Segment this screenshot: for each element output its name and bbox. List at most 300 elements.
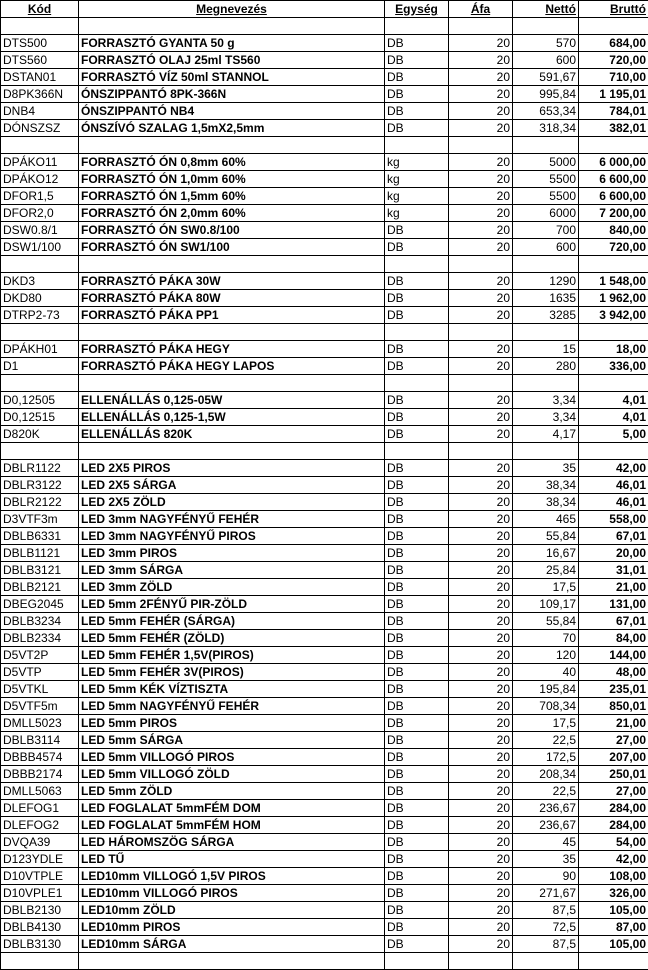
cell-unit: DB xyxy=(385,681,449,698)
cell-name: LED 3mm SÁRGA xyxy=(79,562,385,579)
blank-row xyxy=(1,324,648,341)
header-net: Nettó xyxy=(513,1,579,18)
cell-code: DBLR1122 xyxy=(1,460,79,477)
cell-gross: 42,00 xyxy=(579,460,648,477)
cell-net: 22,5 xyxy=(513,783,579,800)
cell-gross: 84,00 xyxy=(579,630,648,647)
cell-name: ÓNSZÍVÓ SZALAG 1,5mX2,5mm xyxy=(79,120,385,137)
table-row xyxy=(1,154,648,171)
cell-gross: 382,01 xyxy=(579,120,648,137)
cell-net: 17,5 xyxy=(513,579,579,596)
cell-name: LED10mm SÁRGA xyxy=(79,936,385,953)
table-row xyxy=(1,817,648,834)
cell-code: DBEG2045 xyxy=(1,596,79,613)
table-row xyxy=(1,511,648,528)
cell-name: LED10mm ZÖLD xyxy=(79,902,385,919)
empty-cell xyxy=(79,443,385,460)
cell-net: 318,34 xyxy=(513,120,579,137)
empty-cell xyxy=(513,18,579,35)
empty-cell xyxy=(449,375,513,392)
cell-code: DBLR3122 xyxy=(1,477,79,494)
cell-gross: 207,00 xyxy=(579,749,648,766)
empty-cell xyxy=(385,137,449,154)
cell-code: DBLB2130 xyxy=(1,902,79,919)
cell-vat: 20 xyxy=(449,936,513,953)
cell-vat: 20 xyxy=(449,35,513,52)
blank-row xyxy=(1,375,648,392)
cell-name: LED 5mm FEHÉR (ZÖLD) xyxy=(79,630,385,647)
cell-code: DKD80 xyxy=(1,290,79,307)
cell-unit: DB xyxy=(385,715,449,732)
cell-name: FORRASZTÓ ÓN SW1/100 xyxy=(79,239,385,256)
cell-name: FORRASZTÓ ÓN 0,8mm 60% xyxy=(79,154,385,171)
cell-net: 5500 xyxy=(513,171,579,188)
cell-name: FORRASZTÓ PÁKA HEGY LAPOS xyxy=(79,358,385,375)
cell-gross: 710,00 xyxy=(579,69,648,86)
cell-net: 4,17 xyxy=(513,426,579,443)
table-row xyxy=(1,409,648,426)
cell-name: LED 5mm 2FÉNYŰ PIR-ZÖLD xyxy=(79,596,385,613)
cell-gross: 87,00 xyxy=(579,919,648,936)
cell-net: 72,5 xyxy=(513,919,579,936)
cell-gross: 48,00 xyxy=(579,664,648,681)
cell-code: DBLB1121 xyxy=(1,545,79,562)
empty-cell xyxy=(513,324,579,341)
cell-code: DSTAN01 xyxy=(1,69,79,86)
cell-name: LED FOGLALAT 5mmFÉM HOM xyxy=(79,817,385,834)
cell-net: 195,84 xyxy=(513,681,579,698)
cell-net: 16,67 xyxy=(513,545,579,562)
empty-cell xyxy=(579,18,648,35)
table-row xyxy=(1,86,648,103)
table-row xyxy=(1,630,648,647)
cell-name: LED10mm PIROS xyxy=(79,919,385,936)
table-row xyxy=(1,800,648,817)
header-name: Megnevezés xyxy=(79,1,385,18)
empty-cell xyxy=(385,324,449,341)
cell-code: DBLB2121 xyxy=(1,579,79,596)
cell-gross: 108,00 xyxy=(579,868,648,885)
header-gross: Bruttó xyxy=(579,1,648,18)
table-row xyxy=(1,545,648,562)
cell-net: 35 xyxy=(513,851,579,868)
cell-name: LED 5mm SÁRGA xyxy=(79,732,385,749)
cell-unit: DB xyxy=(385,35,449,52)
cell-unit: DB xyxy=(385,409,449,426)
cell-net: 55,84 xyxy=(513,613,579,630)
cell-unit: DB xyxy=(385,902,449,919)
cell-code: DNB4 xyxy=(1,103,79,120)
cell-vat: 20 xyxy=(449,562,513,579)
cell-vat: 20 xyxy=(449,188,513,205)
empty-cell xyxy=(385,375,449,392)
empty-cell xyxy=(579,375,648,392)
cell-name: FORRASZTÓ OLAJ 25ml TS560 xyxy=(79,52,385,69)
blank-row xyxy=(1,18,648,35)
cell-code: D5VT2P xyxy=(1,647,79,664)
cell-net: 109,17 xyxy=(513,596,579,613)
cell-gross: 67,01 xyxy=(579,528,648,545)
header-vat: Áfa xyxy=(449,1,513,18)
cell-unit: DB xyxy=(385,426,449,443)
cell-vat: 20 xyxy=(449,596,513,613)
table-row xyxy=(1,885,648,902)
cell-vat: 20 xyxy=(449,154,513,171)
cell-vat: 20 xyxy=(449,69,513,86)
table-row xyxy=(1,579,648,596)
cell-vat: 20 xyxy=(449,902,513,919)
cell-unit: DB xyxy=(385,698,449,715)
cell-name: LED 5mm ZÖLD xyxy=(79,783,385,800)
cell-vat: 20 xyxy=(449,817,513,834)
cell-vat: 20 xyxy=(449,460,513,477)
cell-vat: 20 xyxy=(449,511,513,528)
cell-gross: 6 600,00 xyxy=(579,171,648,188)
cell-code: D1 xyxy=(1,358,79,375)
cell-vat: 20 xyxy=(449,630,513,647)
cell-unit: DB xyxy=(385,834,449,851)
cell-net: 3,34 xyxy=(513,392,579,409)
empty-cell xyxy=(79,324,385,341)
cell-vat: 20 xyxy=(449,749,513,766)
cell-unit: DB xyxy=(385,936,449,953)
table-row xyxy=(1,562,648,579)
cell-code: D3VTF3m xyxy=(1,511,79,528)
table-row xyxy=(1,103,648,120)
cell-unit: kg xyxy=(385,205,449,222)
empty-cell xyxy=(1,256,79,273)
empty-cell xyxy=(1,375,79,392)
cell-net: 38,34 xyxy=(513,494,579,511)
cell-vat: 20 xyxy=(449,52,513,69)
empty-cell xyxy=(79,256,385,273)
empty-cell xyxy=(513,256,579,273)
cell-vat: 20 xyxy=(449,171,513,188)
cell-gross: 336,00 xyxy=(579,358,648,375)
cell-code: D0,12515 xyxy=(1,409,79,426)
cell-gross: 42,00 xyxy=(579,851,648,868)
cell-net: 995,84 xyxy=(513,86,579,103)
empty-cell xyxy=(513,953,579,970)
cell-net: 5000 xyxy=(513,154,579,171)
cell-unit: DB xyxy=(385,273,449,290)
empty-cell xyxy=(449,137,513,154)
empty-cell xyxy=(513,375,579,392)
empty-cell xyxy=(79,375,385,392)
cell-name: ELLENÁLLÁS 820K xyxy=(79,426,385,443)
empty-cell xyxy=(385,953,449,970)
cell-gross: 105,00 xyxy=(579,936,648,953)
cell-name: LED 5mm FEHÉR (SÁRGA) xyxy=(79,613,385,630)
cell-name: LED 3mm ZÖLD xyxy=(79,579,385,596)
cell-unit: DB xyxy=(385,290,449,307)
cell-net: 172,5 xyxy=(513,749,579,766)
cell-vat: 20 xyxy=(449,834,513,851)
table-row xyxy=(1,647,648,664)
cell-name: FORRASZTÓ ÓN 1,0mm 60% xyxy=(79,171,385,188)
cell-name: LED 3mm NAGYFÉNYŰ FEHÉR xyxy=(79,511,385,528)
cell-gross: 54,00 xyxy=(579,834,648,851)
cell-name: LED 3mm PIROS xyxy=(79,545,385,562)
cell-unit: DB xyxy=(385,647,449,664)
cell-name: FORRASZTÓ PÁKA HEGY xyxy=(79,341,385,358)
cell-gross: 131,00 xyxy=(579,596,648,613)
cell-gross: 31,01 xyxy=(579,562,648,579)
cell-unit: DB xyxy=(385,851,449,868)
cell-unit: kg xyxy=(385,171,449,188)
cell-gross: 235,01 xyxy=(579,681,648,698)
cell-vat: 20 xyxy=(449,477,513,494)
cell-unit: DB xyxy=(385,613,449,630)
table-row xyxy=(1,392,648,409)
cell-unit: DB xyxy=(385,358,449,375)
cell-code: DFOR2,0 xyxy=(1,205,79,222)
cell-unit: DB xyxy=(385,664,449,681)
table-row xyxy=(1,222,648,239)
cell-code: D8PK366N xyxy=(1,86,79,103)
cell-vat: 20 xyxy=(449,664,513,681)
empty-cell xyxy=(1,324,79,341)
cell-net: 271,67 xyxy=(513,885,579,902)
cell-name: LED FOGLALAT 5mmFÉM DOM xyxy=(79,800,385,817)
cell-net: 90 xyxy=(513,868,579,885)
cell-code: DTRP2-73 xyxy=(1,307,79,324)
cell-vat: 20 xyxy=(449,698,513,715)
blank-row xyxy=(1,256,648,273)
table-row xyxy=(1,35,648,52)
cell-vat: 20 xyxy=(449,800,513,817)
cell-name: FORRASZTÓ ÓN 1,5mm 60% xyxy=(79,188,385,205)
cell-vat: 20 xyxy=(449,579,513,596)
cell-gross: 144,00 xyxy=(579,647,648,664)
cell-net: 591,67 xyxy=(513,69,579,86)
cell-net: 236,67 xyxy=(513,817,579,834)
cell-code: D5VTP xyxy=(1,664,79,681)
empty-cell xyxy=(79,137,385,154)
cell-vat: 20 xyxy=(449,766,513,783)
cell-vat: 20 xyxy=(449,885,513,902)
cell-unit: DB xyxy=(385,52,449,69)
cell-code: DBLR2122 xyxy=(1,494,79,511)
cell-unit: DB xyxy=(385,528,449,545)
cell-name: ÓNSZIPPANTÓ NB4 xyxy=(79,103,385,120)
cell-unit: kg xyxy=(385,188,449,205)
table-row xyxy=(1,460,648,477)
empty-cell xyxy=(579,324,648,341)
cell-unit: DB xyxy=(385,392,449,409)
cell-name: FORRASZTÓ PÁKA 30W xyxy=(79,273,385,290)
cell-code: DÓNSZSZ xyxy=(1,120,79,137)
cell-vat: 20 xyxy=(449,392,513,409)
cell-name: FORRASZTÓ PÁKA PP1 xyxy=(79,307,385,324)
cell-code: D123YDLE xyxy=(1,851,79,868)
cell-gross: 784,01 xyxy=(579,103,648,120)
cell-net: 570 xyxy=(513,35,579,52)
cell-code: DBLB3130 xyxy=(1,936,79,953)
cell-unit: DB xyxy=(385,732,449,749)
cell-name: LED TŰ xyxy=(79,851,385,868)
cell-net: 22,5 xyxy=(513,732,579,749)
table-row xyxy=(1,188,648,205)
cell-net: 465 xyxy=(513,511,579,528)
cell-gross: 46,01 xyxy=(579,494,648,511)
cell-unit: DB xyxy=(385,817,449,834)
cell-vat: 20 xyxy=(449,103,513,120)
table-row xyxy=(1,426,648,443)
cell-vat: 20 xyxy=(449,409,513,426)
cell-net: 1290 xyxy=(513,273,579,290)
empty-cell xyxy=(449,443,513,460)
cell-name: LED 5mm KÉK VÍZTISZTA xyxy=(79,681,385,698)
table-row xyxy=(1,715,648,732)
cell-code: DPÁKO11 xyxy=(1,154,79,171)
cell-name: LED 3mm NAGYFÉNYŰ PIROS xyxy=(79,528,385,545)
cell-gross: 18,00 xyxy=(579,341,648,358)
cell-name: LED 2X5 SÁRGA xyxy=(79,477,385,494)
cell-vat: 20 xyxy=(449,715,513,732)
cell-name: FORRASZTÓ VÍZ 50ml STANNOL xyxy=(79,69,385,86)
cell-unit: DB xyxy=(385,69,449,86)
cell-unit: DB xyxy=(385,511,449,528)
table-row xyxy=(1,52,648,69)
empty-cell xyxy=(513,137,579,154)
cell-code: DBBB2174 xyxy=(1,766,79,783)
empty-cell xyxy=(513,443,579,460)
cell-gross: 4,01 xyxy=(579,392,648,409)
table-row xyxy=(1,766,648,783)
header-row xyxy=(1,1,648,18)
cell-gross: 326,00 xyxy=(579,885,648,902)
table-row xyxy=(1,528,648,545)
table-body xyxy=(1,18,648,970)
cell-code: DTS500 xyxy=(1,35,79,52)
cell-code: DBLB3234 xyxy=(1,613,79,630)
cell-vat: 20 xyxy=(449,494,513,511)
cell-gross: 684,00 xyxy=(579,35,648,52)
cell-code: DLEFOG2 xyxy=(1,817,79,834)
cell-gross: 720,00 xyxy=(579,52,648,69)
cell-net: 55,84 xyxy=(513,528,579,545)
cell-unit: DB xyxy=(385,596,449,613)
header-unit: Egység xyxy=(385,1,449,18)
empty-cell xyxy=(579,443,648,460)
header-code: Kód xyxy=(1,1,79,18)
cell-net: 1635 xyxy=(513,290,579,307)
cell-vat: 20 xyxy=(449,613,513,630)
cell-gross: 558,00 xyxy=(579,511,648,528)
cell-code: DBLB3121 xyxy=(1,562,79,579)
cell-gross: 46,01 xyxy=(579,477,648,494)
empty-cell xyxy=(579,953,648,970)
cell-vat: 20 xyxy=(449,358,513,375)
cell-name: LED 2X5 PIROS xyxy=(79,460,385,477)
cell-net: 280 xyxy=(513,358,579,375)
cell-gross: 21,00 xyxy=(579,579,648,596)
cell-vat: 20 xyxy=(449,545,513,562)
cell-net: 15 xyxy=(513,341,579,358)
cell-name: LED 5mm NAGYFÉNYŰ FEHÉR xyxy=(79,698,385,715)
table-row xyxy=(1,681,648,698)
cell-unit: DB xyxy=(385,103,449,120)
cell-code: DPÁKH01 xyxy=(1,341,79,358)
cell-unit: DB xyxy=(385,579,449,596)
table-row xyxy=(1,749,648,766)
cell-name: LED 5mm VILLOGÓ PIROS xyxy=(79,749,385,766)
cell-unit: DB xyxy=(385,630,449,647)
table-row xyxy=(1,851,648,868)
cell-unit: DB xyxy=(385,460,449,477)
cell-name: LED 5mm PIROS xyxy=(79,715,385,732)
cell-gross: 850,01 xyxy=(579,698,648,715)
cell-net: 17,5 xyxy=(513,715,579,732)
cell-gross: 1 548,00 xyxy=(579,273,648,290)
cell-code: D10VPLE1 xyxy=(1,885,79,902)
cell-unit: DB xyxy=(385,868,449,885)
cell-net: 45 xyxy=(513,834,579,851)
cell-vat: 20 xyxy=(449,239,513,256)
cell-net: 653,34 xyxy=(513,103,579,120)
cell-vat: 20 xyxy=(449,222,513,239)
table-row xyxy=(1,664,648,681)
table-row xyxy=(1,936,648,953)
cell-name: LED 5mm FEHÉR 1,5V(PIROS) xyxy=(79,647,385,664)
cell-net: 3,34 xyxy=(513,409,579,426)
cell-code: DBBB4574 xyxy=(1,749,79,766)
cell-vat: 20 xyxy=(449,783,513,800)
cell-name: ÓNSZIPPANTÓ 8PK-366N xyxy=(79,86,385,103)
blank-row xyxy=(1,137,648,154)
cell-unit: DB xyxy=(385,86,449,103)
empty-cell xyxy=(79,953,385,970)
table-row xyxy=(1,290,648,307)
cell-gross: 720,00 xyxy=(579,239,648,256)
cell-unit: DB xyxy=(385,307,449,324)
table-row xyxy=(1,613,648,630)
cell-unit: DB xyxy=(385,766,449,783)
cell-gross: 27,00 xyxy=(579,732,648,749)
empty-cell xyxy=(385,443,449,460)
cell-net: 6000 xyxy=(513,205,579,222)
cell-vat: 20 xyxy=(449,341,513,358)
cell-gross: 105,00 xyxy=(579,902,648,919)
cell-name: FORRASZTÓ GYANTA 50 g xyxy=(79,35,385,52)
cell-net: 208,34 xyxy=(513,766,579,783)
cell-unit: DB xyxy=(385,477,449,494)
cell-name: ELLENÁLLÁS 0,125-05W xyxy=(79,392,385,409)
cell-gross: 4,01 xyxy=(579,409,648,426)
table-row xyxy=(1,494,648,511)
cell-gross: 7 200,00 xyxy=(579,205,648,222)
empty-cell xyxy=(449,256,513,273)
cell-net: 708,34 xyxy=(513,698,579,715)
table-row xyxy=(1,358,648,375)
cell-net: 87,5 xyxy=(513,936,579,953)
cell-gross: 1 195,01 xyxy=(579,86,648,103)
empty-cell xyxy=(1,443,79,460)
cell-unit: DB xyxy=(385,239,449,256)
cell-vat: 20 xyxy=(449,273,513,290)
table-row xyxy=(1,205,648,222)
table-row xyxy=(1,69,648,86)
cell-code: DKD3 xyxy=(1,273,79,290)
cell-unit: DB xyxy=(385,120,449,137)
cell-vat: 20 xyxy=(449,290,513,307)
table-row xyxy=(1,834,648,851)
table-row xyxy=(1,171,648,188)
cell-unit: DB xyxy=(385,749,449,766)
cell-gross: 250,01 xyxy=(579,766,648,783)
blank-row xyxy=(1,953,648,970)
